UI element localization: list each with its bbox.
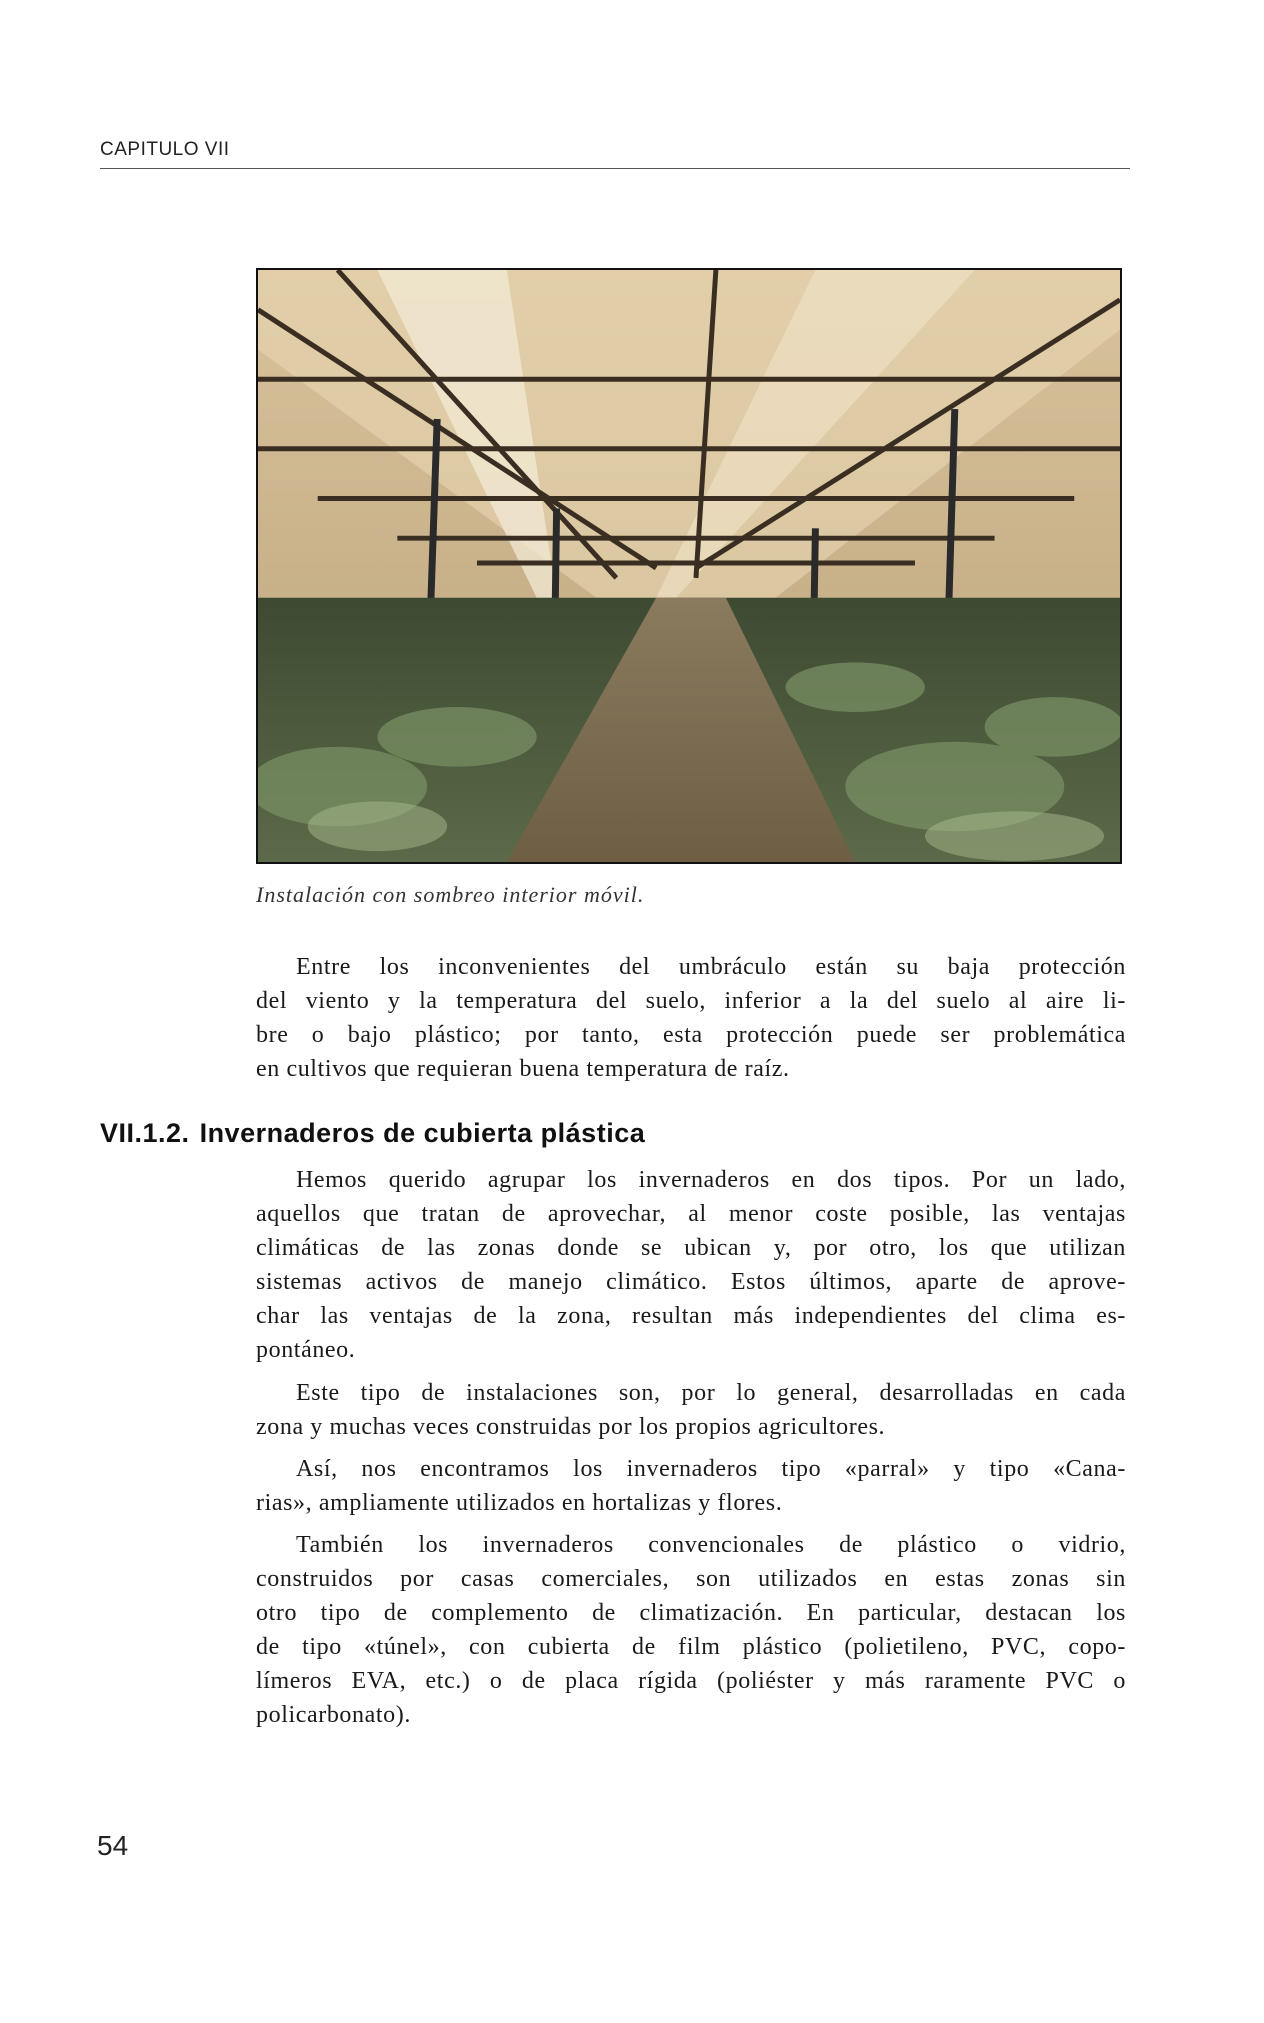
text-line: policarbonato). (256, 1702, 411, 1728)
paragraph-4 (256, 1452, 1126, 1520)
paragraph-3 (256, 1376, 1126, 1444)
section-title: Invernaderos de cubierta plástica (199, 1118, 646, 1148)
figure-caption: Instalación con sombreo interior móvil. (256, 882, 645, 907)
text-line: sistemas activos de manejo climático. Estos últimos, aparte de aprove- (256, 1269, 1126, 1295)
text-line: construidos por casas comerciales, son utilizados en estas zonas sin (256, 1566, 1126, 1592)
text-line: climáticas de las zonas donde se ubican y, por otro, los que utilizan (256, 1235, 1126, 1261)
text-line: del viento y la temperatura del suelo, inferior a la del suelo al aire li- (256, 988, 1126, 1014)
text-line: otro tipo de complemento de climatización. En particular, destacan los (256, 1600, 1126, 1626)
page-number: 54 (97, 1830, 129, 1861)
text-line: límeros EVA, etc.) o de placa rígida (poliéster y más raramente PVC o (256, 1668, 1126, 1694)
paragraph-1 (256, 950, 1126, 1086)
header-rule (100, 168, 1130, 169)
text-line: También los invernaderos convencionales de plástico o vidrio, (296, 1532, 1126, 1558)
text-line: aquellos que tratan de aprovechar, al menor coste posible, las ventajas (256, 1201, 1126, 1227)
text-line: bre o bajo plástico; por tanto, esta protección puede ser problemática (256, 1022, 1126, 1048)
section-heading (100, 1118, 645, 1149)
paragraph-5 (256, 1528, 1126, 1732)
text-line: Hemos querido agrupar los invernaderos en dos tipos. Por un lado, (296, 1167, 1126, 1193)
text-line: de tipo «túnel», con cubierta de film plástico (polietileno, PVC, copo- (256, 1634, 1126, 1660)
text-line: char las ventajas de la zona, resultan más independientes del clima es- (256, 1303, 1126, 1329)
running-head: CAPITULO VII (100, 139, 230, 160)
text-line: Este tipo de instalaciones son, por lo general, desarrolladas en cada (296, 1380, 1126, 1406)
text-line: Así, nos encontramos los invernaderos tipo «parral» y tipo «Cana- (296, 1456, 1126, 1482)
text-line: zona y muchas veces construidas por los propios agricultores. (256, 1414, 886, 1440)
text-line: en cultivos que requieran buena temperatura de raíz. (256, 1056, 790, 1082)
greenhouse-photo (256, 268, 1122, 864)
paragraph-2 (256, 1163, 1126, 1367)
section-number: VII.1.2. (100, 1118, 190, 1148)
text-line: Entre los inconvenientes del umbráculo están su baja protección (296, 954, 1126, 980)
text-line: rias», ampliamente utilizados en hortalizas y flores. (256, 1490, 783, 1516)
text-line: pontáneo. (256, 1337, 356, 1363)
